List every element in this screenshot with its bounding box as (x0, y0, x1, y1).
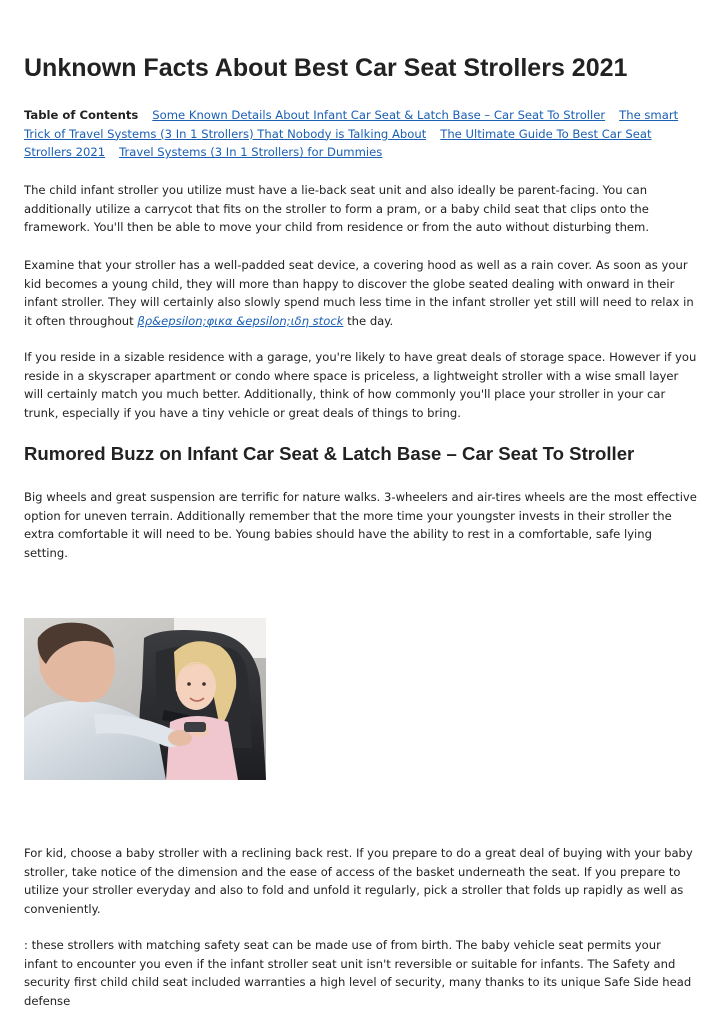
page-title: Unknown Facts About Best Car Seat Strollers 2021 (24, 54, 628, 82)
toc-link-ultimate-guide[interactable]: The Ultimate Guide To Best Car Seat Strollers 2021 (24, 126, 652, 160)
paragraph-text: For kid, choose a baby stroller with a reclining back rest. If you prepare to do a great deal of buying with your baby stroller, take notice of the dimension and the ease of access of the basket underneath the seat. If you prepare to utilize your stroller everyday and also to fold and unfold it regularly, pick a stroller that folds up rapidly as well as conveniently. (24, 846, 693, 916)
paragraph-text-start: Examine that your stroller has a well-padded seat device, a covering hood as well as a rain cover. As soon as your kid becomes a young child, they will more than happy to discover the globe seated dealing with onward in their infant stroller. They will certainly also slowly spend much less time in the infant stroller yet still will need to relax in it often throughout (24, 258, 694, 328)
paragraph-text: : these strollers with matching safety seat can be made use of from birth. The baby vehicle seat permits your infant to encounter you even if the infant stroller seat unit isn't reversible or suitable for infants. The Safety and security first child child seat included warranties a high level of security, many thanks to its unique Safe Side head defense (24, 938, 692, 1008)
paragraph-text: The child infant stroller you utilize must have a lie-back seat unit and also ideally be parent-facing. You can additionally utilize a carrycot that fits on the stroller to form a pram, or a baby child seat that clips onto the framework. You'll then be able to move your child from residence or from the auto without disturbing them. (24, 183, 650, 235)
paragraph-2 (24, 256, 698, 330)
toc-link-travel-systems-dummies[interactable]: Travel Systems (3 In 1 Strollers) for Dummies (119, 145, 383, 160)
inline-link-stock[interactable]: βρ&epsilon;φικα &epsilon;ιδη stock (137, 313, 344, 328)
article-photo (24, 618, 266, 780)
paragraph-text: Big wheels and great suspension are terrific for nature walks. 3-wheelers and air-tires wheels are the most effective option for uneven terrain. Additionally remember that the more time your youngster invests in their stroller the extra comfortable it will need to be. Young babies should have the ability to rest in a comfortable, safe lying setting. (24, 490, 697, 560)
toc-label: Table of Contents (24, 108, 139, 122)
paragraph-text-end: the day. (343, 313, 394, 328)
section-heading: Rumored Buzz on Infant Car Seat & Latch Base – Car Seat To Stroller (24, 443, 635, 464)
table-of-contents (24, 106, 698, 162)
paragraph-text: If you reside in a sizable residence with a garage, you're likely to have great deals of storage space. However if you reside in a skyscraper apartment or condo where space is priceless, a lightweight stroller with a wise small layer will certainly match you much better. Additionally, think of how commonly you'll place your stroller in your car trunk, especially if you have a tiny vehicle or great deals of things to bring. (24, 350, 697, 420)
paragraph-6 (24, 936, 698, 1010)
toc-link-travel-systems-smart-trick[interactable]: The smart Trick of Travel Systems (3 In 1 Strollers) That Nobody is Talking About (24, 108, 679, 141)
paragraph-4 (24, 488, 698, 562)
toc-link-infant-car-seat[interactable]: Some Known Details About Infant Car Seat & Latch Base – Car Seat To Stroller (152, 108, 606, 122)
paragraph-text (24, 256, 698, 330)
paragraph-5 (24, 844, 698, 918)
paragraph-1 (24, 181, 698, 237)
paragraph-3 (24, 348, 698, 422)
